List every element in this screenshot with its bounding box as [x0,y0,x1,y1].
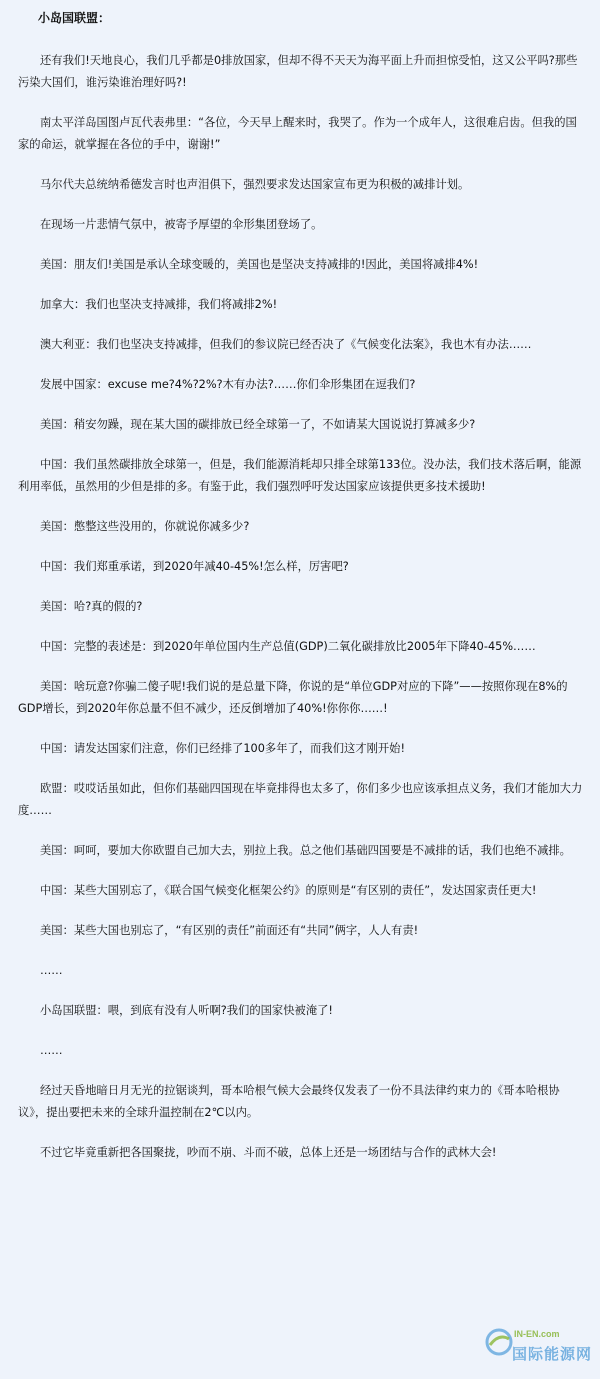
paragraph: 经过天昏地暗日月无光的拉锯谈判，哥本哈根气候大会最终仅发表了一份不具法律约束力的《哥本哈根协议》，提出要把未来的全球升温控制在2℃以内。 [18,1084,560,1119]
globe-logo-icon [484,1327,514,1357]
site-watermark [484,1325,592,1373]
paragraph: 中国：我们郑重承诺，到2020年减40-45%!怎么样，厉害吧? [40,560,349,573]
paragraph: 不过它毕竟重新把各国聚拢，吵而不崩、斗而不破，总体上还是一场团结与合作的武林大会! [40,1146,497,1159]
paragraph: 发展中国家：excuse me?4%?2%?木有办法?……你们伞形集团在逗我们? [40,378,416,391]
paragraph: 美国：憋整这些没用的，你就说你减多少? [40,520,250,533]
paragraph: 在现场一片悲情气氛中，被寄予厚望的伞形集团登场了。 [40,218,323,231]
watermark-en: IN-EN.com [514,1329,560,1339]
article [18,10,586,1182]
watermark-cn: 国际能源网 [512,1345,593,1363]
paragraph: 还有我们!天地良心，我们几乎都是0排放国家，但却不得不天天为海平面上升而担惊受怕，这又公平吗?那些污染大国们，谁污染谁治理好吗?! [18,54,578,89]
paragraph: …… [40,964,63,977]
paragraph: 澳大利亚：我们也坚决支持减排，但我们的参议院已经否决了《气候变化法案》，我也木有办法…… [40,338,532,351]
paragraph: 美国：稍安勿躁，现在某大国的碳排放已经全球第一了，不如请某大国说说打算减多少? [40,418,476,431]
paragraph: 南太平洋岛国图卢瓦代表弗里：“各位，今天早上醒来时，我哭了。作为一个成年人，这很难启齿。但我的国家的命运，就掌握在各位的手中，谢谢!” [18,116,577,151]
paragraph: 中国：请发达国家们注意，你们已经排了100多年了，而我们这才刚开始! [40,742,406,755]
paragraph: 美国：啥玩意?你骗二傻子呢!我们说的是总量下降，你说的是“单位GDP对应的下降”——按照你现在8%的GDP增长，到2020年你总量不但不减少，还反倒增加了40%!你你你……! [18,680,568,715]
paragraph: 小岛国联盟：喂，到底有没有人听啊?我们的国家快被淹了! [40,1004,333,1017]
paragraph: 加拿大：我们也坚决支持减排，我们将减排2%! [40,298,278,311]
paragraph: 美国：哈?真的假的? [40,600,143,613]
paragraph: 美国：某些大国也别忘了，“有区别的责任”前面还有“共同”俩字，人人有责! [40,924,419,937]
paragraph: 欧盟：哎哎话虽如此，但你们基础四国现在毕竟排得也太多了，你们多少也应该承担点义务，我们才能加大力度…… [18,782,583,817]
paragraph: 美国：呵呵，要加大你欧盟自己加大去，别拉上我。总之他们基础四国要是不减排的话，我们也绝不减排。 [40,844,571,857]
section-heading: 小岛国联盟： [38,11,111,25]
paragraph: 中国：某些大国别忘了，《联合国气候变化框架公约》的原则是“有区别的责任”，发达国家责任更大! [40,884,537,897]
article-body [18,50,586,1164]
paragraph: 中国：我们虽然碳排放全球第一，但是，我们能源消耗却只排全球第133位。没办法，我们技术落后啊，能源利用率低，虽然用的少但是排的多。有鉴于此，我们强烈呼吁发达国家应该提供更多技术援助! [18,458,582,493]
paragraph: 马尔代夫总统纳希德发言时也声泪俱下，强烈要求发达国家宣布更为积极的减排计划。 [40,178,470,191]
paragraph: …… [40,1044,63,1057]
paragraph: 美国：朋友们!美国是承认全球变暖的，美国也是坚决支持减排的!因此，美国将减排4%! [40,258,479,271]
paragraph: 中国：完整的表述是：到2020年单位国内生产总值(GDP)二氧化碳排放比2005年下降40-45%…… [40,640,536,653]
